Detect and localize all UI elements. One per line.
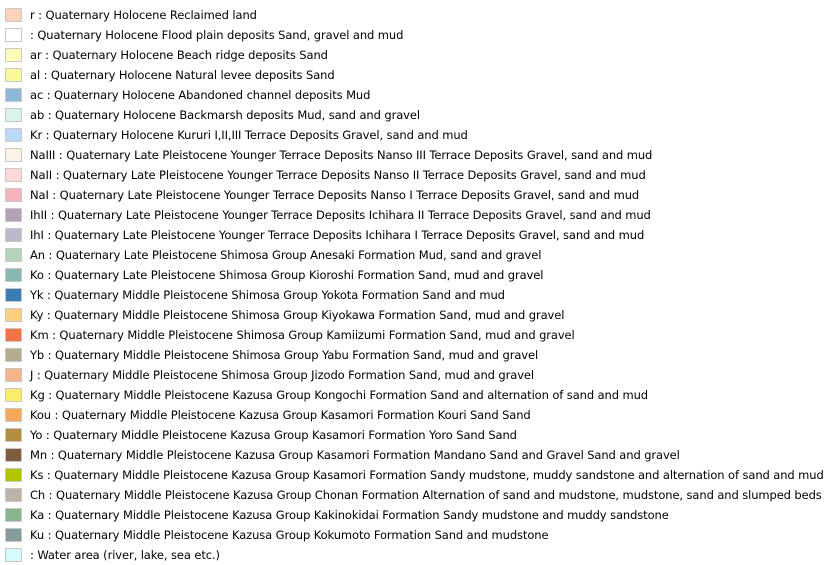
- legend-label: Ch : Quaternary Middle Pleistocene Kazusa Group Chonan Formation Alternation of sand and mudstone, mudstone, sand and slumped beds: [30, 488, 822, 502]
- legend-swatch: [5, 308, 22, 322]
- legend-swatch: [5, 48, 22, 62]
- legend-swatch: [5, 148, 22, 162]
- legend-item-km: [5, 325, 834, 345]
- legend-item-mn: [5, 445, 834, 465]
- legend-label: ab : Quaternary Holocene Backmarsh deposits Mud, sand and gravel: [30, 108, 420, 122]
- legend-item-ihii: [5, 205, 834, 225]
- legend-label: Ky : Quaternary Middle Pleistocene Shimosa Group Kiyokawa Formation Sand, mud and gravel: [30, 308, 565, 322]
- legend-swatch: [5, 268, 22, 282]
- legend-label: IhII : Quaternary Late Pleistocene Younger Terrace Deposits Ichihara II Terrace Deposits Gravel, sand and mud: [30, 208, 651, 222]
- legend-item-flood-plain: [5, 25, 834, 45]
- legend-swatch: [5, 408, 22, 422]
- legend-swatch: [5, 328, 22, 342]
- legend-swatch: [5, 288, 22, 302]
- legend-label: r : Quaternary Holocene Reclaimed land: [30, 8, 257, 22]
- legend-item-ku: [5, 525, 834, 545]
- legend-item-ab: [5, 105, 834, 125]
- legend-item-yk: [5, 285, 834, 305]
- legend-item-kg: [5, 385, 834, 405]
- legend-label: J : Quaternary Middle Pleistocene Shimosa Group Jizodo Formation Sand, mud and gravel: [30, 368, 534, 382]
- legend-label: Yo : Quaternary Middle Pleistocene Kazusa Group Kasamori Formation Yoro Sand Sand: [30, 428, 517, 442]
- legend-swatch: [5, 468, 22, 482]
- legend-swatch: [5, 168, 22, 182]
- legend-item-kr: [5, 125, 834, 145]
- legend-swatch: [5, 368, 22, 382]
- legend-item-ky: [5, 305, 834, 325]
- legend-label: An : Quaternary Late Pleistocene Shimosa Group Anesaki Formation Mud, sand and gravel: [30, 248, 542, 262]
- legend-label: al : Quaternary Holocene Natural levee deposits Sand: [30, 68, 335, 82]
- legend-label: : Water area (river, lake, sea etc.): [30, 548, 220, 562]
- legend-swatch: [5, 528, 22, 542]
- legend-label: Kou : Quaternary Middle Pleistocene Kazusa Group Kasamori Formation Kouri Sand Sand: [30, 408, 531, 422]
- legend-item-kou: [5, 405, 834, 425]
- legend-swatch: [5, 488, 22, 502]
- legend-item-yb: [5, 345, 834, 365]
- legend-label: Ks : Quaternary Middle Pleistocene Kazusa Group Kasamori Formation Sandy mudstone, muddy sandstone and alternation of sand and mud: [30, 468, 824, 482]
- legend-swatch: [5, 128, 22, 142]
- legend-swatch: [5, 108, 22, 122]
- legend-item-naii: [5, 165, 834, 185]
- legend-item-ko: [5, 265, 834, 285]
- legend-item-ihi: [5, 225, 834, 245]
- legend-swatch: [5, 28, 22, 42]
- legend-label: ac : Quaternary Holocene Abandoned channel deposits Mud: [30, 88, 371, 102]
- legend-swatch: [5, 208, 22, 222]
- legend-swatch: [5, 428, 22, 442]
- legend-swatch: [5, 348, 22, 362]
- legend-label: Ka : Quaternary Middle Pleistocene Kazusa Group Kakinokidai Formation Sandy mudstone and muddy sandstone: [30, 508, 669, 522]
- legend-item-j: [5, 365, 834, 385]
- legend-label: Kr : Quaternary Holocene Kururi I,II,III Terrace Deposits Gravel, sand and mud: [30, 128, 468, 142]
- legend-label: Kg : Quaternary Middle Pleistocene Kazusa Group Kongochi Formation Sand and alternation of sand and mud: [30, 388, 648, 402]
- legend-item-naiii: [5, 145, 834, 165]
- legend-label: Ku : Quaternary Middle Pleistocene Kazusa Group Kokumoto Formation Sand and mudstone: [30, 528, 549, 542]
- legend-item-ac: [5, 85, 834, 105]
- geologic-map-legend: [5, 5, 834, 565]
- legend-label: : Quaternary Holocene Flood plain deposits Sand, gravel and mud: [30, 28, 404, 42]
- legend-label: IhI : Quaternary Late Pleistocene Younger Terrace Deposits Ichihara I Terrace Deposits Gravel, sand and mud: [30, 228, 645, 242]
- legend-swatch: [5, 448, 22, 462]
- legend-item-ka: [5, 505, 834, 525]
- legend-item-ar: [5, 45, 834, 65]
- legend-item-nai: [5, 185, 834, 205]
- legend-item-ch: [5, 485, 834, 505]
- legend-label: NaIII : Quaternary Late Pleistocene Younger Terrace Deposits Nanso III Terrace Deposits Gravel, sand and mud: [30, 148, 653, 162]
- legend-item-an: [5, 245, 834, 265]
- legend-swatch: [5, 88, 22, 102]
- legend-label: Km : Quaternary Middle Pleistocene Shimosa Group Kamiizumi Formation Sand, mud and gravel: [30, 328, 575, 342]
- legend-label: ar : Quaternary Holocene Beach ridge deposits Sand: [30, 48, 328, 62]
- legend-label: Yb : Quaternary Middle Pleistocene Shimosa Group Yabu Formation Sand, mud and gravel: [30, 348, 539, 362]
- legend-label: NaI : Quaternary Late Pleistocene Younger Terrace Deposits Nanso I Terrace Deposits Gravel, sand and mud: [30, 188, 640, 202]
- legend-item-water: [5, 545, 834, 565]
- legend-label: NaII : Quaternary Late Pleistocene Younger Terrace Deposits Nanso II Terrace Deposits Gravel, sand and mud: [30, 168, 646, 182]
- legend-swatch: [5, 548, 22, 562]
- legend-item-al: [5, 65, 834, 85]
- legend-swatch: [5, 248, 22, 262]
- legend-swatch: [5, 388, 22, 402]
- legend-label: Mn : Quaternary Middle Pleistocene Kazusa Group Kasamori Formation Mandano Sand and Gravel Sand and gravel: [30, 448, 680, 462]
- legend-label: Ko : Quaternary Late Pleistocene Shimosa Group Kioroshi Formation Sand, mud and gravel: [30, 268, 544, 282]
- legend-item-yo: [5, 425, 834, 445]
- legend-swatch: [5, 8, 22, 22]
- legend-swatch: [5, 188, 22, 202]
- legend-swatch: [5, 508, 22, 522]
- legend-swatch: [5, 228, 22, 242]
- legend-item-r: [5, 5, 834, 25]
- legend-item-ks: [5, 465, 834, 485]
- legend-label: Yk : Quaternary Middle Pleistocene Shimosa Group Yokota Formation Sand and mud: [30, 288, 505, 302]
- legend-swatch: [5, 68, 22, 82]
